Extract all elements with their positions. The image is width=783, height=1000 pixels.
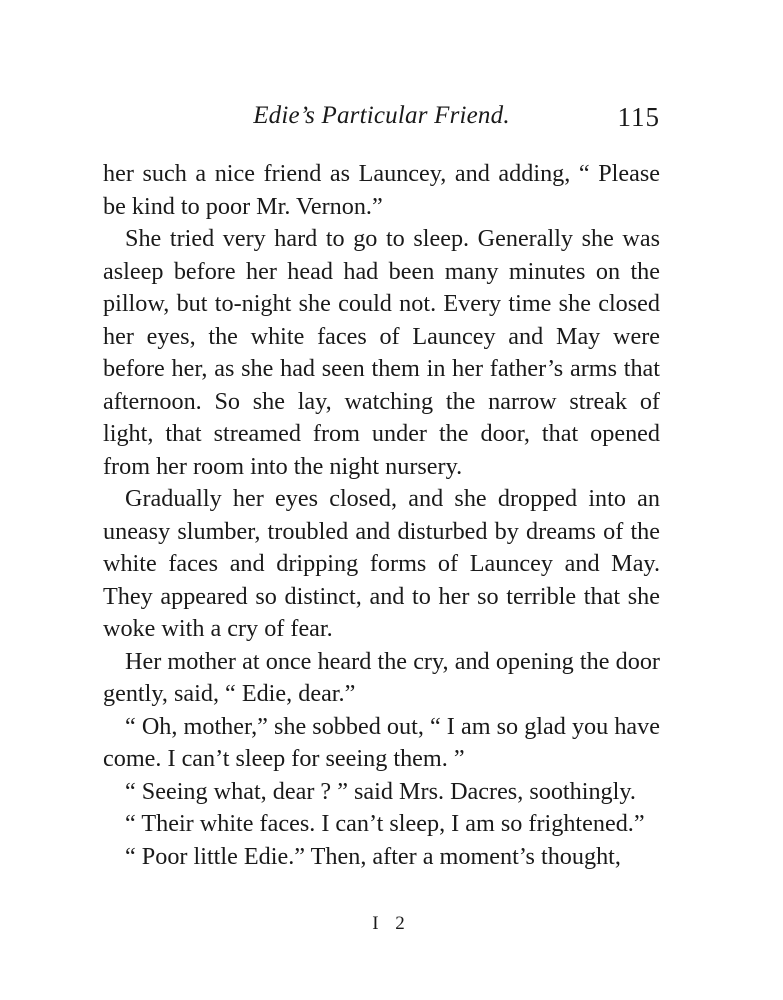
paragraph: “ Poor little Edie.” Then, after a moment’s thought, (125, 842, 621, 870)
running-title: Edie’s Particular Friend. (253, 102, 510, 129)
page-header (103, 100, 660, 140)
signature-mark: I 2 (372, 913, 411, 934)
paragraph: She tried very hard to go to sleep. Generally she was asleep before her head had been many minutes on the pillow, but to-night she could not. Every time she closed her eyes, the white faces of Launcey and May were before her, as she had seen them in her father’s arms that afternoon. So she lay, watching the narrow streak of light, that streamed from under the door, that opened from her room into the night nursery. (103, 225, 660, 480)
paragraph: “ Seeing what, dear ? ” said Mrs. Dacres, soothingly. (125, 777, 636, 805)
paragraph: “ Their white faces. I can’t sleep, I am so frightened.” (125, 810, 645, 837)
paragraph: “ Oh, mother,” she sobbed out, “ I am so glad you have come. I can’t sleep for seeing them. ” (103, 712, 660, 772)
body-text (103, 158, 660, 873)
paragraph: her such a nice friend as Launcey, and adding, “ Please be kind to poor Mr. Vernon.” (103, 160, 660, 220)
paragraph: Gradually her eyes closed, and she dropped into an uneasy slumber, troubled and disturbed by dreams of the white faces and dripping forms of Launcey and May. They appeared so distinct, and to her so terrible that she woke with a cry of fear. (103, 485, 660, 642)
paragraph: Her mother at once heard the cry, and opening the door gently, said, “ Edie, dear.” (103, 647, 660, 707)
page-number: 115 (617, 102, 660, 132)
